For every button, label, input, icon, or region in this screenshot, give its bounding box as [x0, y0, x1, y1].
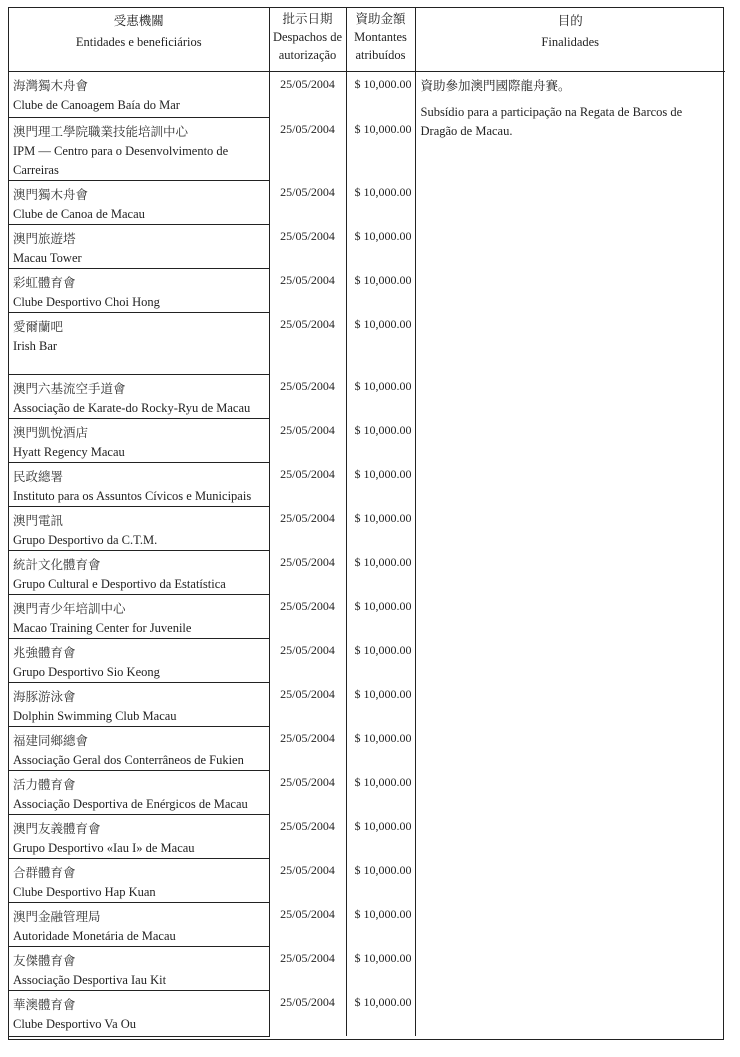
authorization-date: 25/05/2004 — [269, 770, 346, 814]
entity-name-zh: 澳門金融管理局 — [13, 909, 101, 924]
table-header-row — [9, 8, 725, 71]
entity-cell — [9, 268, 269, 312]
authorization-date: 25/05/2004 — [269, 858, 346, 902]
authorization-date: 25/05/2004 — [269, 312, 346, 374]
authorization-date: 25/05/2004 — [269, 682, 346, 726]
table-row — [9, 71, 725, 117]
header-amount — [346, 8, 415, 71]
header-entities — [9, 8, 269, 71]
entity-name-pt: Associação Desportiva Iau Kit — [13, 972, 167, 987]
entity-name-zh: 澳門理工學院職業技能培訓中心 — [13, 124, 189, 139]
entity-name-zh: 澳門電訊 — [13, 513, 64, 528]
entity-cell — [9, 858, 269, 902]
amount-awarded: $ 10,000.00 — [346, 550, 415, 594]
entity-cell — [9, 117, 269, 180]
entity-cell — [9, 418, 269, 462]
entity-name-pt: Autoridade Monetária de Macau — [13, 928, 176, 943]
entity-cell — [9, 682, 269, 726]
amount-awarded: $ 10,000.00 — [346, 462, 415, 506]
amount-awarded: $ 10,000.00 — [346, 682, 415, 726]
authorization-date: 25/05/2004 — [269, 117, 346, 180]
amount-awarded: $ 10,000.00 — [346, 418, 415, 462]
entity-name-pt: Macau Tower — [13, 250, 82, 265]
entity-name-zh: 活力體育會 — [13, 777, 76, 792]
entity-name-zh: 澳門青少年培訓中心 — [13, 601, 126, 616]
header-date — [269, 8, 346, 71]
authorization-date: 25/05/2004 — [269, 990, 346, 1036]
amount-awarded: $ 10,000.00 — [346, 71, 415, 117]
purpose-zh: 資助參加澳門國際龍舟賽。 — [420, 78, 571, 93]
authorization-date: 25/05/2004 — [269, 638, 346, 682]
authorization-date: 25/05/2004 — [269, 946, 346, 990]
entity-cell — [9, 814, 269, 858]
entity-cell — [9, 726, 269, 770]
entity-name-pt: Grupo Desportivo da C.T.M. — [13, 532, 158, 547]
entity-name-pt: Clube de Canoagem Baía do Mar — [13, 97, 180, 112]
authorization-date: 25/05/2004 — [269, 374, 346, 418]
entity-name-pt: Instituto para os Assuntos Cívicos e Municipais — [13, 488, 252, 503]
entity-name-pt: Irish Bar — [13, 338, 58, 353]
amount-awarded: $ 10,000.00 — [346, 902, 415, 946]
entity-cell — [9, 71, 269, 117]
amount-awarded: $ 10,000.00 — [346, 594, 415, 638]
authorization-date: 25/05/2004 — [269, 594, 346, 638]
amount-awarded: $ 10,000.00 — [346, 374, 415, 418]
entity-name-zh: 民政總署 — [13, 469, 64, 484]
entity-name-pt: Associação de Karate-do Rocky-Ryu de Macau — [13, 400, 251, 415]
header-date-pt2: autorização — [278, 48, 337, 62]
authorization-date: 25/05/2004 — [269, 902, 346, 946]
entity-name-zh: 澳門友義體育會 — [13, 821, 101, 836]
entity-name-zh: 兆強體育會 — [13, 645, 76, 660]
entity-name-pt: Grupo Desportivo «Iau I» de Macau — [13, 840, 195, 855]
header-entities-zh: 受惠機關 — [113, 14, 164, 28]
amount-awarded: $ 10,000.00 — [346, 726, 415, 770]
entity-name-zh: 海豚游泳會 — [13, 689, 76, 704]
header-amount-pt2: atribuídos — [355, 48, 406, 62]
entity-name-pt: Clube Desportivo Hap Kuan — [13, 884, 156, 899]
header-amount-zh: 資助金額 — [355, 12, 406, 26]
entity-cell — [9, 594, 269, 638]
header-purpose — [415, 8, 725, 71]
entity-name-zh: 澳門旅遊塔 — [13, 231, 76, 246]
authorization-date: 25/05/2004 — [269, 180, 346, 224]
header-entities-pt: Entidades e beneficiários — [75, 35, 202, 49]
header-date-pt1: Despachos de — [272, 30, 343, 44]
entity-cell — [9, 312, 269, 374]
entity-name-zh: 統計文化體育會 — [13, 557, 101, 572]
table-body — [9, 71, 725, 1036]
amount-awarded: $ 10,000.00 — [346, 946, 415, 990]
entity-name-pt: Associação Desportiva de Enérgicos de Macau — [13, 796, 248, 811]
entity-cell — [9, 224, 269, 268]
authorization-date: 25/05/2004 — [269, 462, 346, 506]
entity-name-zh: 華澳體育會 — [13, 997, 76, 1012]
amount-awarded: $ 10,000.00 — [346, 990, 415, 1036]
subsidy-table — [9, 8, 725, 1037]
entity-cell — [9, 770, 269, 814]
authorization-date: 25/05/2004 — [269, 506, 346, 550]
authorization-date: 25/05/2004 — [269, 418, 346, 462]
entity-name-zh: 友傑體育會 — [13, 953, 76, 968]
entity-name-pt: Clube Desportivo Choi Hong — [13, 294, 160, 309]
header-amount-pt1: Montantes — [354, 30, 407, 44]
authorization-date: 25/05/2004 — [269, 71, 346, 117]
entity-cell — [9, 506, 269, 550]
entity-cell — [9, 462, 269, 506]
entity-name-pt: Clube Desportivo Va Ou — [13, 1016, 137, 1031]
entity-cell — [9, 990, 269, 1036]
entity-cell — [9, 550, 269, 594]
amount-awarded: $ 10,000.00 — [346, 638, 415, 682]
entity-name-zh: 澳門凱悅酒店 — [13, 425, 89, 440]
entity-name-pt: Grupo Desportivo Sio Keong — [13, 664, 160, 679]
amount-awarded: $ 10,000.00 — [346, 268, 415, 312]
entity-name-pt: Dolphin Swimming Club Macau — [13, 708, 177, 723]
entity-name-pt: IPM — Centro para o Desenvolvimento de Carreiras — [13, 143, 229, 177]
entity-name-zh: 合群體育會 — [13, 865, 76, 880]
entity-name-zh: 福建同鄉總會 — [13, 733, 89, 748]
authorization-date: 25/05/2004 — [269, 726, 346, 770]
entity-cell — [9, 638, 269, 682]
header-purpose-zh: 目的 — [557, 14, 583, 28]
entity-cell — [9, 946, 269, 990]
entity-name-pt: Macao Training Center for Juvenile — [13, 620, 192, 635]
entity-name-zh: 彩虹體育會 — [13, 275, 76, 290]
amount-awarded: $ 10,000.00 — [346, 858, 415, 902]
entity-name-pt: Hyatt Regency Macau — [13, 444, 125, 459]
amount-awarded: $ 10,000.00 — [346, 180, 415, 224]
authorization-date: 25/05/2004 — [269, 814, 346, 858]
amount-awarded: $ 10,000.00 — [346, 814, 415, 858]
amount-awarded: $ 10,000.00 — [346, 117, 415, 180]
entity-name-zh: 澳門六基流空手道會 — [13, 381, 126, 396]
entity-cell — [9, 902, 269, 946]
amount-awarded: $ 10,000.00 — [346, 770, 415, 814]
header-date-zh: 批示日期 — [282, 12, 333, 26]
entity-cell — [9, 180, 269, 224]
authorization-date: 25/05/2004 — [269, 224, 346, 268]
purpose-cell — [415, 71, 725, 1036]
entity-name-pt: Clube de Canoa de Macau — [13, 206, 145, 221]
entity-name-pt: Grupo Cultural e Desportivo da Estatística — [13, 576, 226, 591]
entity-name-zh: 澳門獨木舟會 — [13, 187, 89, 202]
entity-name-pt: Associação Geral dos Conterrâneos de Fukien — [13, 752, 244, 767]
entity-name-zh: 愛爾蘭吧 — [13, 319, 64, 334]
entity-name-zh: 海灣獨木舟會 — [13, 78, 89, 93]
authorization-date: 25/05/2004 — [269, 550, 346, 594]
amount-awarded: $ 10,000.00 — [346, 224, 415, 268]
amount-awarded: $ 10,000.00 — [346, 312, 415, 374]
subsidy-table-page — [8, 7, 724, 1040]
purpose-pt: Subsídio para a participação na Regata de Barcos de Dragão de Macau. — [420, 104, 683, 138]
authorization-date: 25/05/2004 — [269, 268, 346, 312]
header-purpose-pt: Finalidades — [541, 35, 600, 49]
entity-cell — [9, 374, 269, 418]
amount-awarded: $ 10,000.00 — [346, 506, 415, 550]
